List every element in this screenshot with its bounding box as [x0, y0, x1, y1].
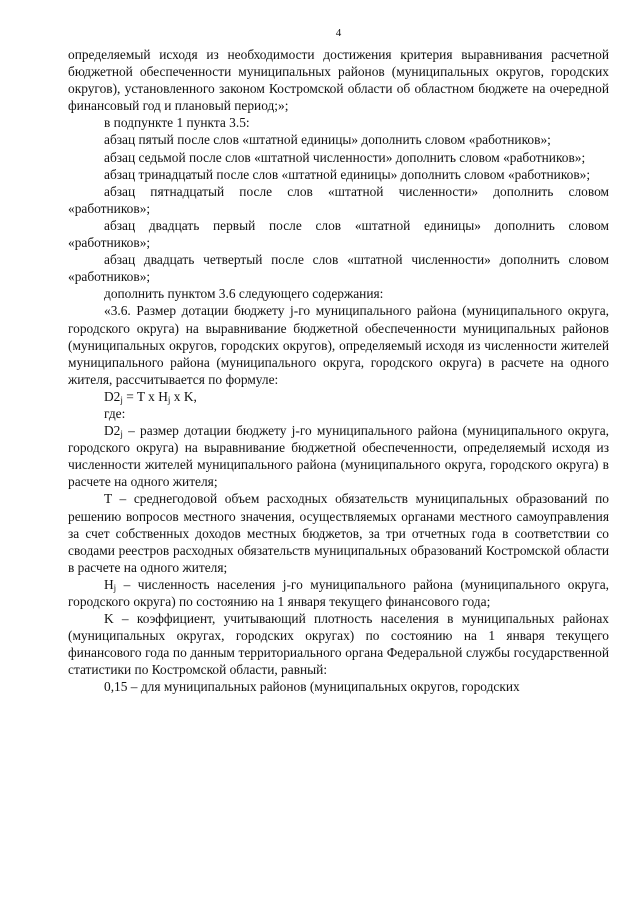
definition-text: – численность населения j-го муниципального района (муниципального округа, городского округа) по состоянию на 1 января текущего финансового года;: [68, 576, 609, 609]
definition-symbol: K: [104, 611, 114, 627]
page-number: 4: [335, 27, 342, 39]
paragraph-add-point: дополнить пунктом 3.6 следующего содержания:: [104, 286, 384, 302]
definition-d2: [68, 422, 609, 490]
definition-subscript: j: [113, 582, 117, 593]
paragraph-continuation: определяемый исходя из необходимости достижения критерия выравнивания расчетной бюджетной обеспеченности муниципальных районов (муниципальных округов, городских округов), установленного законом Костромской области об областном бюджете на очередной финансовый год и плановый период;»;: [68, 47, 609, 114]
paragraph-coefficient-value: 0,15 – для муниципальных районов (муниципальных округов, городских: [104, 679, 520, 695]
paragraph-amendment-5: абзац пятый после слов «штатной единицы» дополнить словом «работников»;: [104, 132, 551, 148]
paragraph-amendment-7: абзац седьмой после слов «штатной численности» дополнить словом «работников»;: [104, 149, 586, 165]
paragraph-amendment-13: абзац тринадцатый после слов «штатной единицы» дополнить словом «работников»;: [104, 166, 591, 182]
formula-lhs: D2: [104, 388, 121, 404]
paragraph-point-3-6: «3.6. Размер дотации бюджету j-го муниципального района (муниципального округа, городского округа) на выравнивание бюджетной обеспеченности муниципальных районов (муниципальных округов, городских округов), определяемый исходя из численности жителей муниципального района (муниципального округа, городского округа) в расчете на одного жителя, рассчитывается по формуле:: [68, 303, 609, 387]
definition-text: – среднегодовой объем расходных обязательств муниципальных образований по решению вопросов местного значения, осуществляемых органами местного самоуправления за счет собственных доходов местных бюджетов, за три отчетных года в соответствии со сводами реестров расходных обязательств муниципальных образований Костромской области в расчете на одного жителя;: [68, 491, 609, 575]
definition-t: [68, 490, 609, 575]
paragraph-amendment-24: абзац двадцать четвертый после слов «штатной численности» дополнить словом «работников»;: [68, 252, 609, 285]
definition-symbol: T: [104, 491, 112, 507]
definition-k: [68, 610, 609, 678]
definition-h: [68, 576, 609, 610]
paragraph-subpoint: в подпункте 1 пункта 3.5:: [104, 115, 250, 131]
formula-h-subscript: j: [167, 394, 171, 405]
definition-symbol: H: [104, 576, 114, 592]
paragraph-amendment-21: абзац двадцать первый после слов «штатной единицы» дополнить словом «работников»;: [68, 217, 609, 251]
where-label: где:: [104, 405, 126, 421]
formula-eq: = T x H: [122, 388, 168, 404]
formula-lhs-subscript: j: [120, 394, 123, 405]
definition-text: – размер дотации бюджету j-го муниципального района (муниципального округа, городского округа) на выравнивание бюджетной обеспеченности, определяемый исходя из численности жителей муниципального района (муниципального округа, городского округа) в расчете на одного жителя;: [68, 423, 609, 490]
definition-symbol: D2: [104, 423, 121, 439]
definition-subscript: j: [120, 429, 123, 440]
paragraph-amendment-15: абзац пятнадцатый после слов «штатной численности» дополнить словом «работников»;: [68, 183, 609, 216]
formula-rest: x K,: [170, 388, 197, 404]
formula: [68, 388, 609, 405]
document-body: [68, 46, 609, 696]
definition-text: – коэффициент, учитывающий плотность населения в муниципальных районах (муниципальных округах, городских округах) по состоянию на 1 января текущего финансового года по данным территориального органа Федеральной службы государственной статистики по Костромской области, равный:: [68, 611, 609, 678]
